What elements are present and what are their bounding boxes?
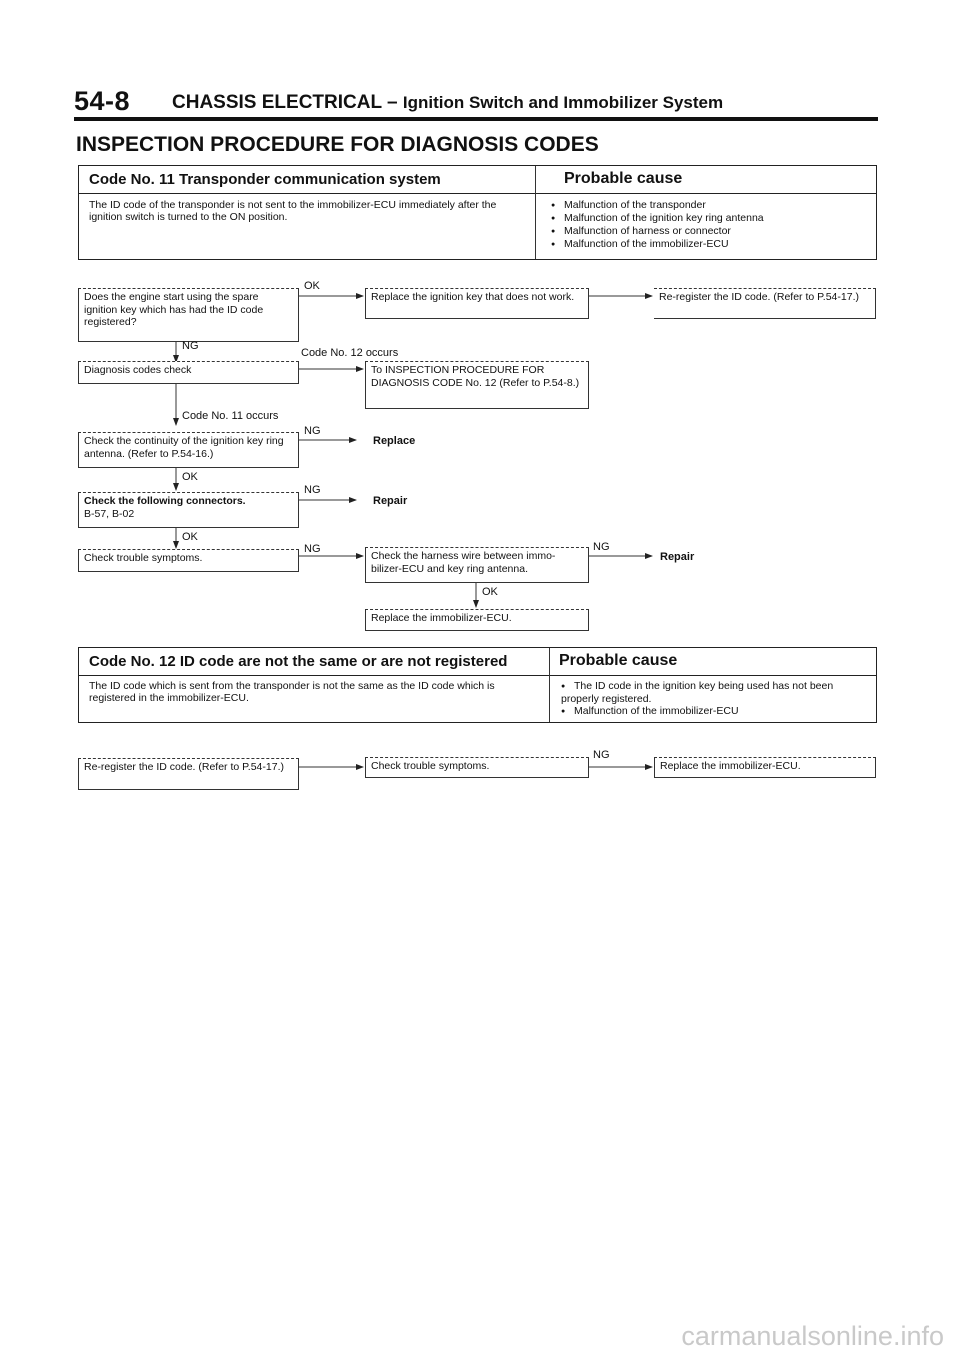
diagnosis-codes-check-box: Diagnosis codes check [78, 361, 299, 384]
ng-label: NG [593, 541, 610, 553]
harness-check-box: Check the harness wire between immo-bilizer-ECU and key ring antenna. [365, 547, 589, 583]
watermark: carmanualsonline.info [681, 1321, 944, 1351]
ng-label: NG [304, 425, 321, 437]
connectors-check-box [78, 492, 299, 528]
connector-ids: B-57, B-02 [84, 507, 135, 520]
replace-ecu-box: Replace the immobilizer-ECU. [654, 757, 876, 778]
ng-label: NG [304, 484, 321, 496]
engine-start-question-box: Does the engine start using the spare ignition key which has had the ID code registered? [78, 288, 299, 342]
cause-item: ● Malfunction of the immobilizer-ECU [551, 238, 871, 251]
trouble-symptoms-box: Check trouble symptoms. [365, 757, 589, 778]
cause-item: ● Malfunction of the ignition key ring antenna [551, 212, 871, 225]
code12-table [78, 647, 877, 723]
ok-label: OK [304, 280, 320, 292]
page-number: 54-8 [74, 86, 131, 116]
repair-result: Repair [373, 495, 408, 507]
page-heading: INSPECTION PROCEDURE FOR DIAGNOSIS CODES [76, 133, 599, 156]
reregister-box: Re-register the ID code. (Refer to P.54-17.) [78, 758, 299, 790]
ok-label: OK [182, 531, 198, 543]
code11-occurs-label: Code No. 11 occurs [182, 410, 279, 422]
cause-item: ● Malfunction of the transponder [551, 199, 871, 212]
code11-title: Code No. 11 Transponder communication system [89, 171, 441, 188]
code11-description: The ID code of the transponder is not sent to the immobilizer-ECU immediately after the ignition switch is turned to the ON position. [89, 199, 497, 223]
connectors-check-title: Check the following connectors. [84, 495, 246, 507]
code12-cause-header: Probable cause [559, 652, 678, 669]
section-title: CHASSIS ELECTRICAL [172, 92, 382, 113]
subsection-title: Ignition Switch and Immobilizer System [402, 93, 724, 112]
code12-causes [561, 680, 871, 718]
code12-description: The ID code which is sent from the transponder is not the same as the ID code which is registered in the immobilizer-ECU. [89, 680, 495, 704]
code12-occurs-label: Code No. 12 occurs [301, 347, 399, 359]
ok-label: OK [482, 586, 498, 598]
ng-label: NG [182, 340, 199, 352]
cause-item: ● Malfunction of the immobilizer-ECU [561, 705, 871, 718]
ok-label: OK [182, 471, 198, 483]
code11-cause-header: Probable cause [564, 170, 683, 187]
title-dash: – [387, 92, 398, 113]
replace-result: Replace [373, 435, 416, 447]
cause-item: ● Malfunction of harness or connector [551, 225, 871, 238]
ng-label: NG [593, 749, 610, 761]
cause-item: ● The ID code in the ignition key being used has not been properly registered. [561, 680, 871, 705]
code12-column-divider [549, 648, 550, 722]
reregister-box: Re-register the ID code. (Refer to P.54-17.) [654, 288, 876, 319]
replace-ecu-box: Replace the immobilizer-ECU. [365, 609, 589, 631]
replace-key-box: Replace the ignition key that does not work. [365, 288, 589, 319]
ng-label: NG [304, 543, 321, 555]
to-code12-procedure-box: To INSPECTION PROCEDURE FOR DIAGNOSIS CODE No. 12 (Refer to P.54-8.) [365, 361, 589, 409]
repair-result: Repair [660, 551, 695, 563]
continuity-check-box: Check the continuity of the ignition key ring antenna. (Refer to P.54-16.) [78, 432, 299, 468]
code12-title: Code No. 12 ID code are not the same or are not registered [89, 653, 508, 670]
trouble-symptoms-box: Check trouble symptoms. [78, 549, 299, 572]
